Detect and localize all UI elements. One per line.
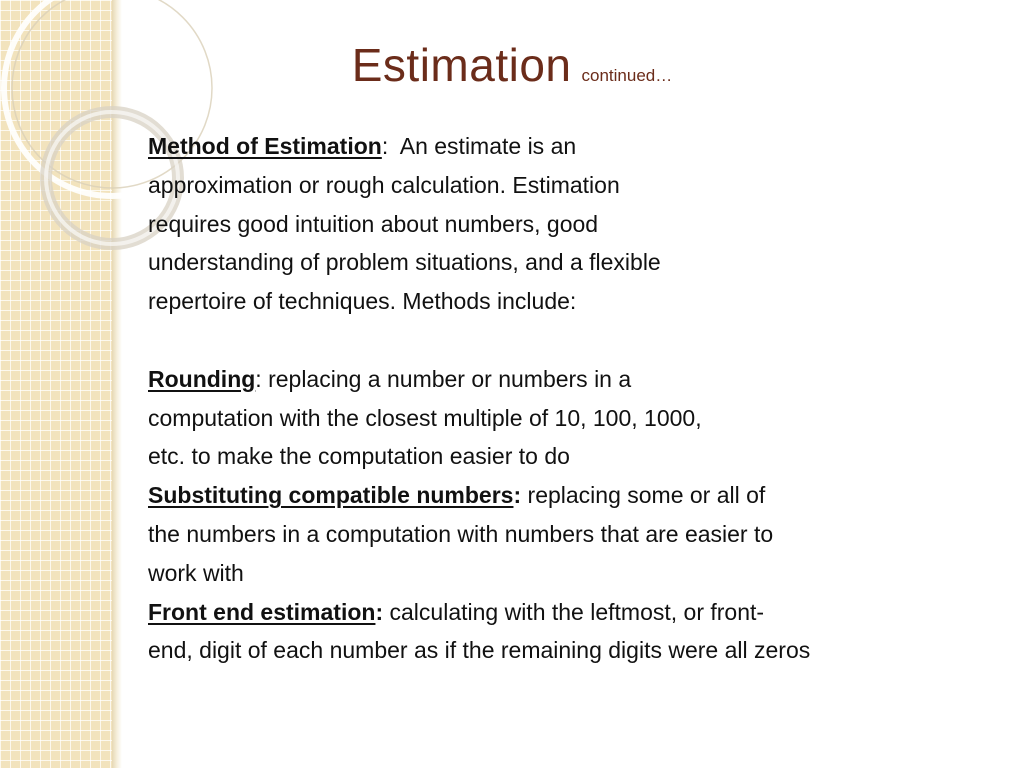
- rounding-line-3: etc. to make the computation easier to do: [148, 443, 570, 470]
- rounding-line-2: computation with the closest multiple of 10, 100, 1000,: [148, 404, 702, 431]
- substituting-text-1: replacing some or all of: [527, 482, 766, 509]
- substituting-term: Substituting compatible numbers: [148, 482, 514, 509]
- method-line-5: repertoire of techniques. Methods include:: [148, 288, 577, 315]
- paragraph-gap: [148, 321, 988, 360]
- front-end-text-1: calculating with the leftmost, or front-: [389, 598, 765, 625]
- method-line-3: requires good intuition about numbers, good: [148, 210, 599, 237]
- method-line-4: understanding of problem situations, and a flexible: [148, 249, 661, 276]
- rounding-term: Rounding: [148, 365, 256, 392]
- front-end-line-1: Front end estimation: calculating with the leftmost, or front-: [148, 598, 765, 625]
- slide-title: [0, 38, 1024, 92]
- front-end-term: Front end estimation: [148, 598, 376, 625]
- substituting-line-1: Substituting compatible numbers: replacing some or all of: [148, 482, 766, 509]
- rounding-line-1: Rounding: replacing a number or numbers in a: [148, 365, 632, 392]
- substituting-line-3: work with: [148, 559, 244, 586]
- rounding-text-1: replacing a number or numbers in a: [268, 365, 632, 392]
- method-text-1: An estimate is an: [399, 133, 577, 159]
- substituting-line-2: the numbers in a computation with numbers that are easier to: [148, 520, 774, 547]
- title-main: Estimation: [351, 39, 572, 91]
- slide-body: [148, 127, 988, 670]
- method-line-1: Method of Estimation: An estimate is an: [148, 133, 577, 159]
- method-line-2: approximation or rough calculation. Estimation: [148, 171, 620, 198]
- front-end-line-2: end, digit of each number as if the remaining digits were all zeros: [148, 637, 811, 664]
- method-term: Method of Estimation: [148, 133, 382, 159]
- title-subtitle: continued…: [581, 66, 673, 85]
